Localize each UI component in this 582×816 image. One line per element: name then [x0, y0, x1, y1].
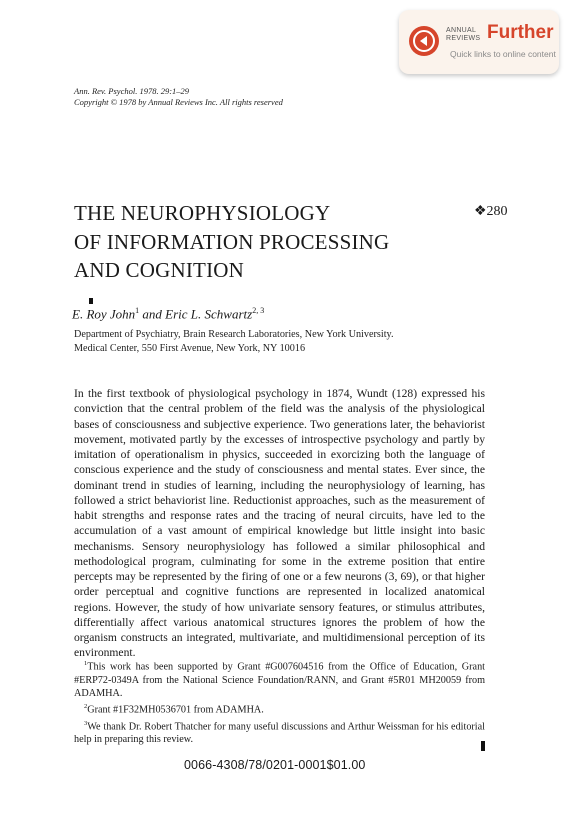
affiliation-line-1: Department of Psychiatry, Brain Research Laboratories, New York University.	[74, 329, 394, 340]
further-headline: Further	[487, 22, 554, 43]
footnote-2	[74, 700, 485, 717]
copyright-code: 0066-4308/78/0201-0001$01.00	[184, 758, 366, 772]
footnote-1-text: This work has been supported by Grant #G007604516 from the Office of Education, Grant #ERP72-0349A from the National Science Foundation/RANN, and Grant #5R01 MH20059 from ADAMHA.	[74, 661, 485, 699]
author-1-footnote-ref: 1	[135, 306, 140, 315]
footnotes	[74, 657, 485, 746]
citation-line-1: Ann. Rev. Psychol. 1978. 29:1–29	[74, 86, 190, 96]
title-line-3: AND COGNITION	[74, 258, 244, 282]
title-line-1: THE NEUROPHYSIOLOGY	[74, 201, 331, 225]
page-number: ❖280	[474, 204, 508, 219]
author-affiliation	[74, 328, 394, 355]
author-conjunction: and	[142, 306, 162, 322]
article-title	[74, 199, 454, 285]
author-2-name: Eric L. Schwartz	[165, 306, 253, 322]
body-paragraph: In the first textbook of physiological psychology in 1874, Wundt (128) expressed his conviction that the central problem of the field was the analysis of the physiological bases of consciousness and subjective experience. Two generations later, the behaviorist movement, motivated partly by the excesses of introspective psychology and partly by imitation of operationalism in physics, succeeded in exorcizing both the language of conscious experience and the study of consciousness and mental states. Ever since, the dominant trend in studies of learning, including the neurophysiology of learning, has followed a strict behaviorist line. Reductionist approaches, such as the measurement of habit strengths and response rates and the tracing of neural circuits, have led to the accumulation of a vast amount of empirical knowledge but little insight into basic mechanisms. Sensory neurophysiology has followed a similar philosophical and methodological program, culminating for some in the extreme position that entire percepts may be represented by the firing of one or a few neurons (3, 69), or that higher order perceptual and cognitive functions are represented in localized anatomical regions. However, the study of how univariate sensory features, or stimulus attributes, differentially affect various anatomical structures ignores the problem of how the organism constructs an integrated, multivariate, and multidimensional perception of its environment.	[74, 387, 485, 660]
title-line-2: OF INFORMATION PROCESSING	[74, 229, 390, 254]
publisher-line-1: ANNUAL	[446, 27, 477, 34]
author-line	[72, 306, 264, 322]
article-body	[74, 386, 485, 661]
affiliation-line-2: Medical Center, 550 First Avenue, New York, NY 10016	[74, 342, 306, 354]
citation-line-2: Copyright © 1978 by Annual Reviews Inc. All rights reserved	[74, 97, 283, 107]
footnote-1-marker: 1	[84, 660, 88, 667]
scan-mark	[89, 298, 93, 304]
footnote-2-marker: 2	[84, 703, 88, 710]
journal-citation	[74, 86, 283, 108]
scan-mark	[481, 741, 485, 751]
further-tagline: Quick links to online content	[450, 49, 556, 59]
footnote-3	[74, 717, 485, 747]
play-arrow-icon	[409, 26, 439, 56]
footnote-2-text: Grant #1F32MH0536701 from ADAMHA.	[87, 704, 264, 716]
footnote-1	[74, 657, 485, 700]
footnote-3-marker: 3	[84, 719, 88, 727]
footnote-3-text: We thank Dr. Robert Thatcher for many useful discussions and Arthur Weissman for his editorial help in preparing this review.	[74, 720, 485, 746]
annual-reviews-further-badge[interactable]	[399, 10, 559, 74]
publisher-line-2: REVIEWS	[446, 35, 481, 42]
publisher-wordmark	[446, 27, 480, 43]
author-1-name: E. Roy John	[72, 306, 136, 322]
author-2-footnote-ref: 2, 3	[252, 306, 265, 315]
